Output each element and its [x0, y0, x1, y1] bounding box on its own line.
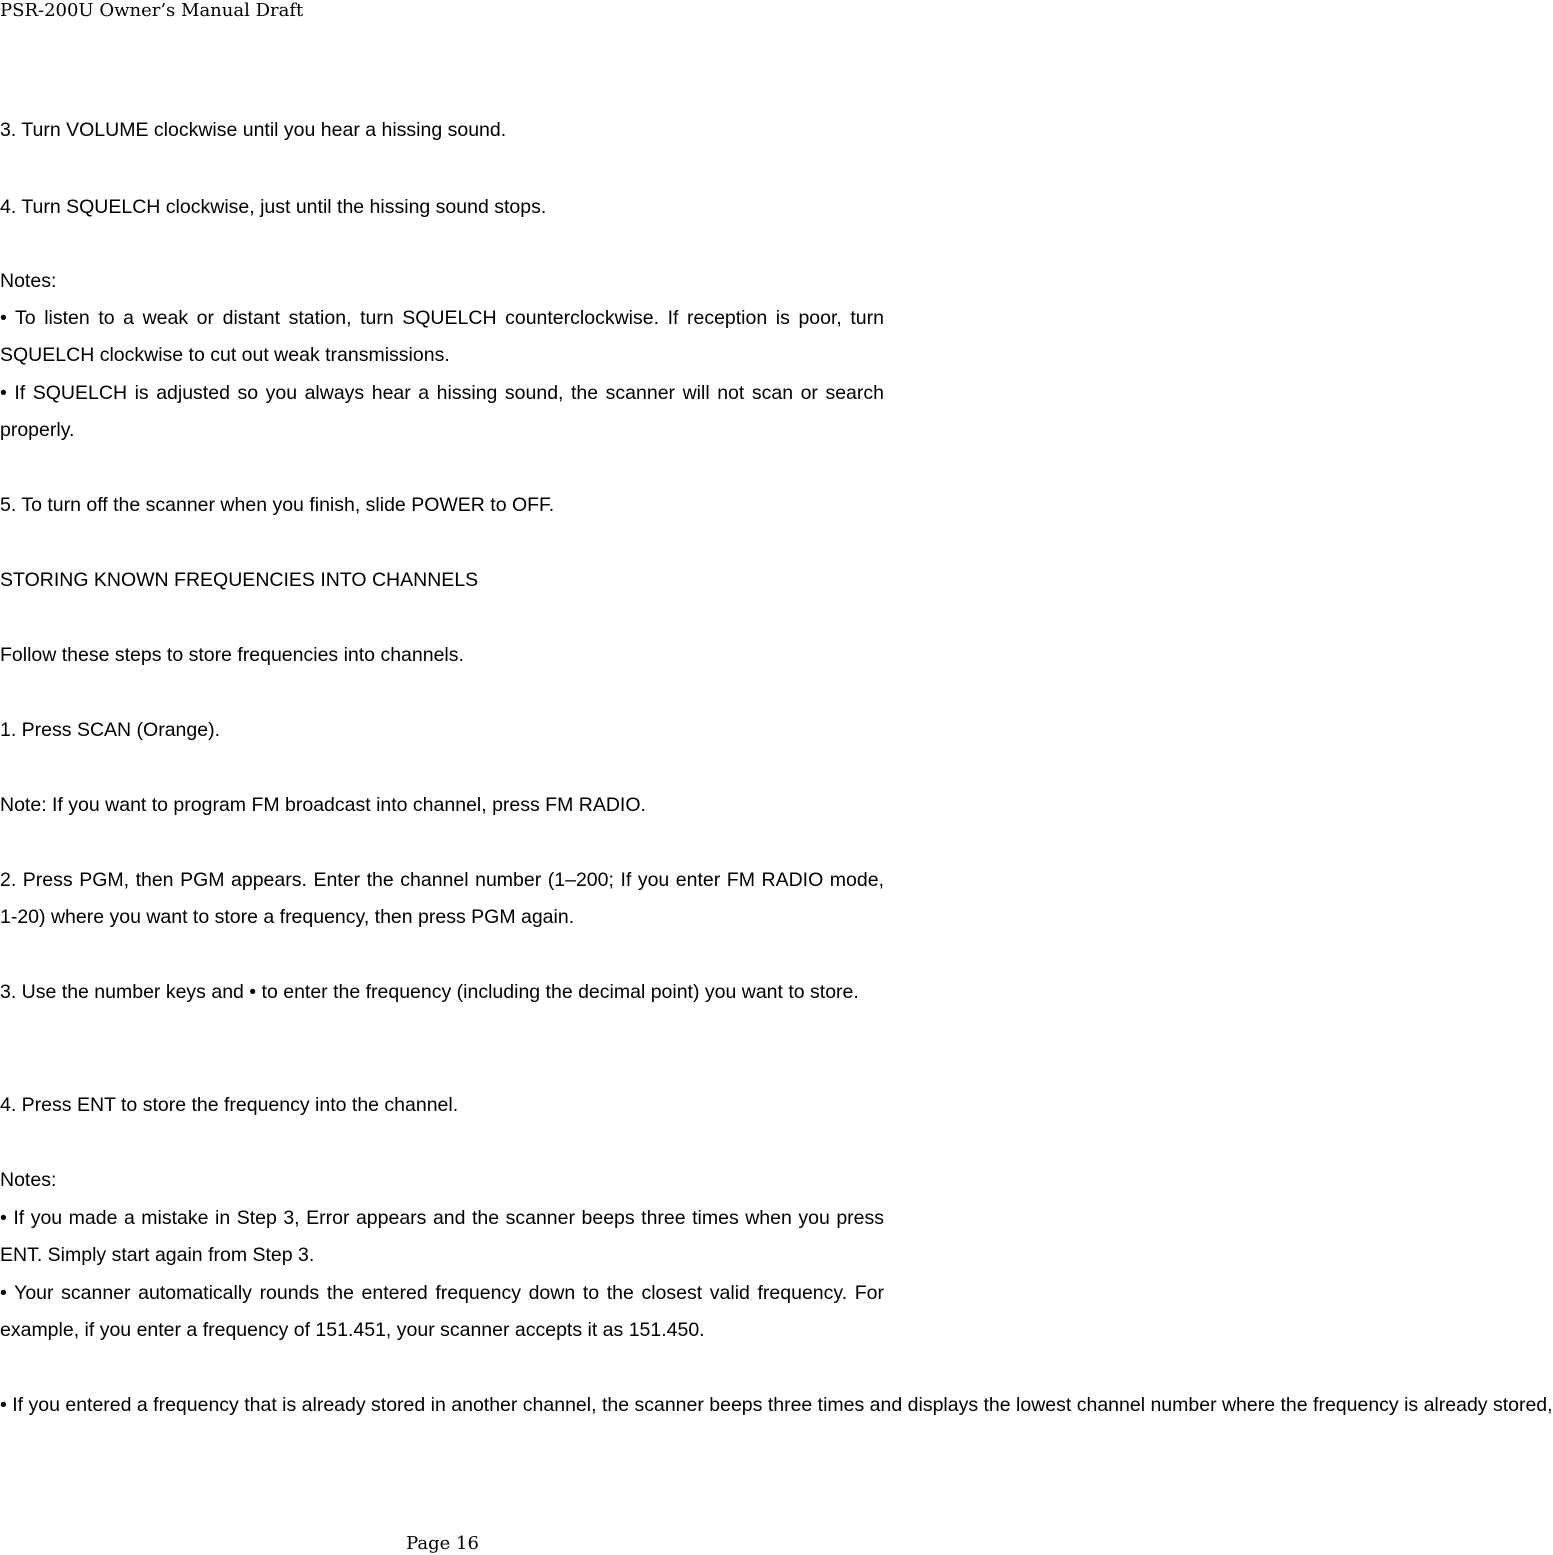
note-weak-station: • To listen to a weak or distant station, turn SQUELCH counterclockwise. If reception is poor, turn SQUELCH clockwise to cut out weak transmissions.	[0, 307, 884, 366]
step-enter-frequency: 3. Use the number keys and • to enter the frequency (including the decimal point) you want to store.	[0, 981, 859, 1003]
page-number: Page 16	[406, 1533, 479, 1554]
note-error-mistake: • If you made a mistake in Step 3, Error appears and the scanner beeps three times when you press ENT. Simply start again from Step 3.	[0, 1207, 884, 1266]
intro-text: Follow these steps to store frequencies into channels.	[0, 644, 464, 666]
step-turn-volume: 3. Turn VOLUME clockwise until you hear a hissing sound.	[0, 119, 507, 141]
note-squelch-hissing: • If SQUELCH is adjusted so you always hear a hissing sound, the scanner will not scan or search properly.	[0, 382, 884, 441]
step-press-scan: 1. Press SCAN (Orange).	[0, 719, 220, 741]
running-header: PSR-200U Owner’s Manual Draft	[0, 0, 304, 21]
note-rounding: • Your scanner automatically rounds the entered frequency down to the closest valid frequency. For example, if you enter a frequency of 151.451, your scanner accepts it as 151.450.	[0, 1282, 884, 1341]
step-press-ent: 4. Press ENT to store the frequency into the channel.	[0, 1094, 459, 1116]
notes-heading: Notes:	[0, 270, 57, 292]
step-power-off: 5. To turn off the scanner when you finish, slide POWER to OFF.	[0, 494, 555, 516]
note-duplicate-frequency: • If you entered a frequency that is already stored in another channel, the scanner beeps three times and displays the lowest channel number where the frequency is already stored,	[0, 1394, 1553, 1416]
note-fm-radio: Note: If you want to program FM broadcast into channel, press FM RADIO.	[0, 794, 646, 816]
notes-heading-2: Notes:	[0, 1169, 57, 1191]
step-press-pgm: 2. Press PGM, then PGM appears. Enter the channel number (1–200; If you enter FM RADIO mode, 1-20) where you want to store a frequency, then press PGM again.	[0, 869, 884, 928]
section-heading: STORING KNOWN FREQUENCIES INTO CHANNELS	[0, 569, 479, 591]
step-turn-squelch: 4. Turn SQUELCH clockwise, just until the hissing sound stops.	[0, 196, 547, 218]
